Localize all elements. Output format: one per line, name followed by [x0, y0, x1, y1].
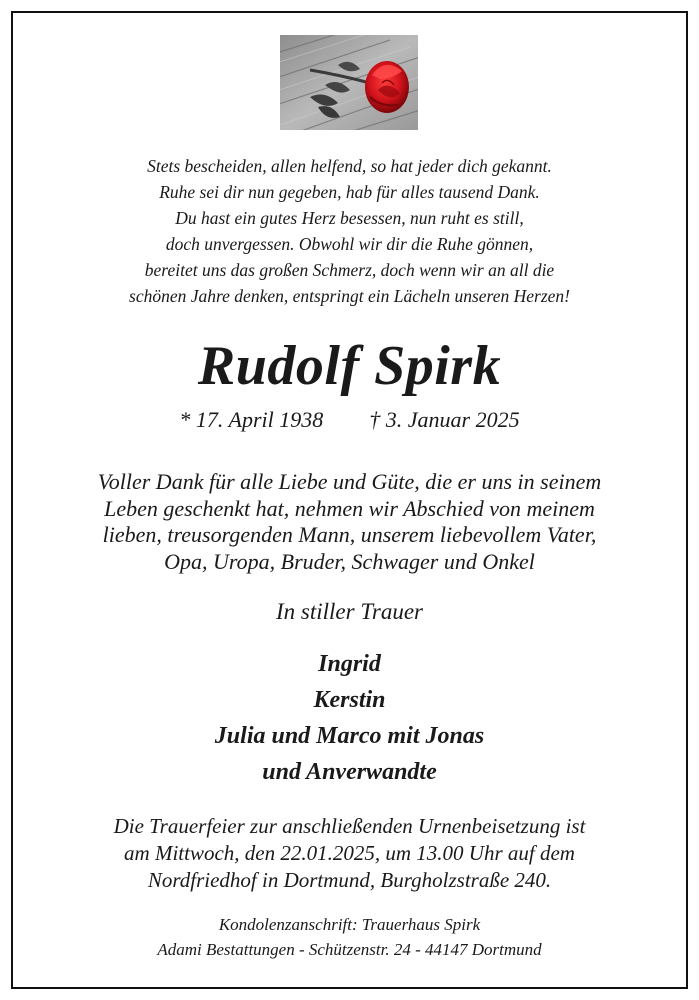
- birth-date: * 17. April 1938: [179, 407, 324, 432]
- family-member: Julia und Marco mit Jonas: [214, 723, 485, 749]
- poem-line: bereitet uns das großen Schmerz, doch wenn wir an all die: [144, 260, 555, 280]
- family-member: und Anverwandte: [262, 759, 437, 785]
- contact-line: Adami Bestattungen - Schützenstr. 24 - 44147 Dortmund: [157, 939, 542, 959]
- ceremony-line: am Mittwoch, den 22.01.2025, um 13.00 Uhr auf dem: [124, 841, 575, 865]
- condolence-address: [13, 913, 686, 962]
- farewell-line: Leben geschenkt hat, nehmen wir Abschied von meinem: [104, 495, 595, 521]
- poem: [13, 153, 686, 309]
- family-member: Kerstin: [313, 687, 386, 713]
- poem-line: Du hast ein gutes Herz besessen, nun ruht es still,: [175, 208, 524, 228]
- rose-photo: [280, 35, 418, 130]
- farewell-line: Opa, Uropa, Bruder, Schwager und Onkel: [164, 548, 535, 574]
- deceased-name: Rudolf Spirk: [197, 335, 502, 397]
- life-dates: [13, 405, 686, 435]
- family-names: [13, 646, 686, 790]
- family-member: Ingrid: [318, 651, 381, 677]
- ceremony-info: [13, 813, 686, 894]
- farewell-text: [13, 469, 686, 575]
- rose-image: [280, 35, 418, 130]
- farewell-line: lieben, treusorgenden Mann, unserem liebevollem Vater,: [102, 522, 597, 547]
- poem-line: schönen Jahre denken, entspringt ein Lächeln unseren Herzen!: [129, 286, 570, 306]
- ceremony-line: Die Trauerfeier zur anschließenden Urnenbeisetzung ist: [113, 814, 586, 838]
- ceremony-line: Nordfriedhof in Dortmund, Burgholzstraße 240.: [147, 868, 552, 892]
- poem-line: Stets bescheiden, allen helfend, so hat jeder dich gekannt.: [147, 156, 552, 176]
- mourning-heading: In stiller Trauer: [276, 599, 423, 624]
- obituary-card: [11, 11, 688, 989]
- poem-line: Ruhe sei dir nun gegeben, hab für alles tausend Dank.: [159, 182, 540, 202]
- death-date: † 3. Januar 2025: [369, 407, 520, 432]
- poem-line: doch unvergessen. Obwohl wir dir die Ruhe gönnen,: [165, 234, 534, 254]
- farewell-line: Voller Dank für alle Liebe und Güte, die er uns in seinem: [97, 469, 602, 494]
- contact-line: Kondolenzanschrift: Trauerhaus Spirk: [218, 915, 481, 934]
